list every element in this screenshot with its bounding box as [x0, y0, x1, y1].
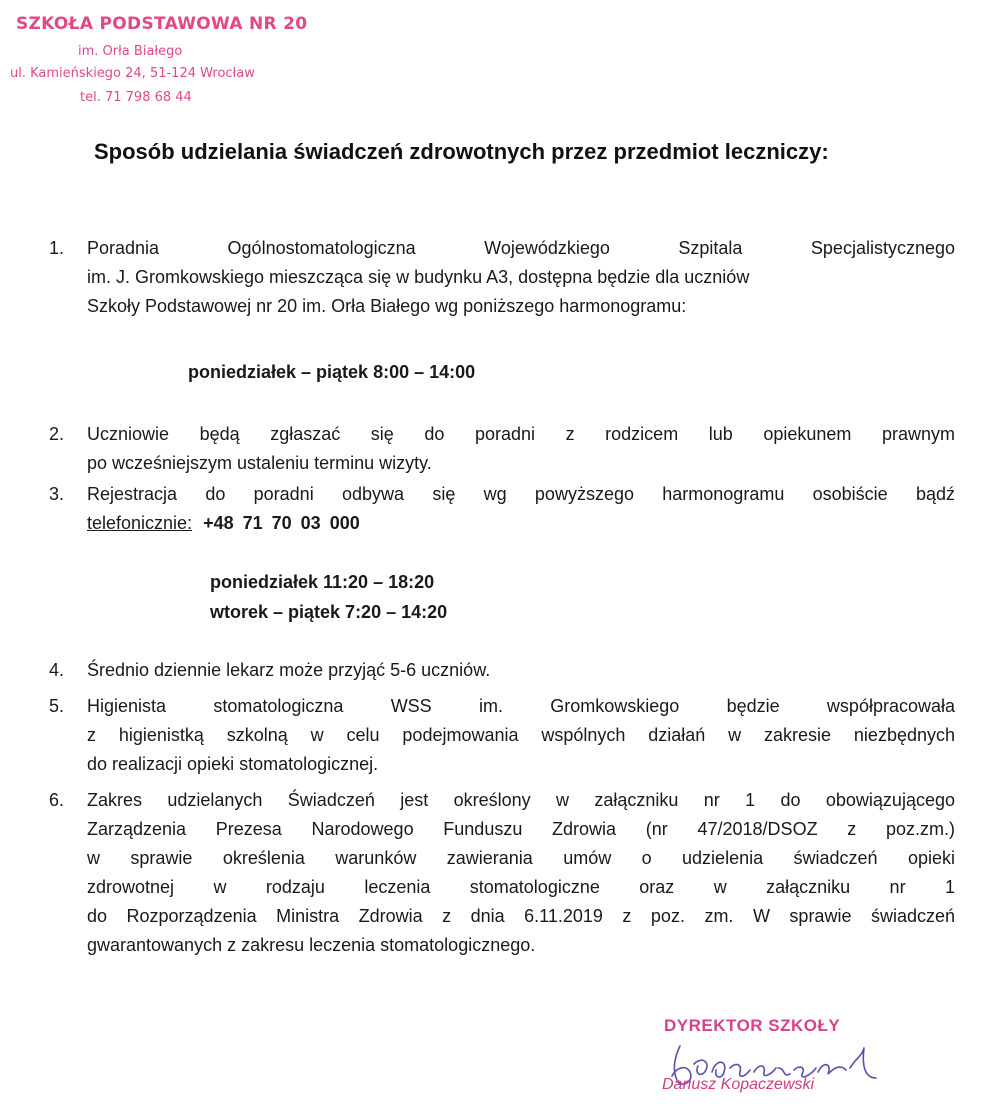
document-title: Sposób udzielania świadczeń zdrowotnych przez przedmiot leczniczy:: [94, 139, 829, 164]
item-text-line: Uczniowie będą zgłaszać się do poradni z rodzicem lub opiekunem prawnym: [87, 424, 955, 444]
item-text-line: zdrowotnej w rodzaju leczenia stomatologiczne oraz w załączniku nr 1: [87, 877, 955, 897]
item-text-line: do realizacji opieki stomatologicznej.: [87, 754, 379, 774]
school-patron: im. Orła Białego: [78, 44, 183, 59]
item-text-line: w sprawie określenia warunków zawierania umów o udzielenia świadczeń opieki: [87, 848, 955, 868]
list-number: 4.: [49, 660, 65, 680]
list-item-1: [49, 234, 955, 321]
school-phone: tel. 71 798 68 44: [80, 90, 192, 105]
registration-hours-1: poniedziałek 11:20 – 18:20: [210, 572, 435, 592]
director-signature: [650, 1010, 970, 1110]
item-text-line: gwarantowanych z zakresu leczenia stomatologicznego.: [87, 935, 536, 955]
item-text-line: Higienista stomatologiczna WSS im. Gromkowskiego będzie współpracowała: [87, 696, 955, 716]
item-text-line: Średnio dziennie lekarz może przyjąć 5-6 uczniów.: [87, 660, 491, 680]
item-text-line: do Rozporządzenia Ministra Zdrowia z dnia 6.11.2019 z poz. zm. W sprawie świadczeń: [87, 906, 955, 926]
list-item-3: [49, 480, 955, 538]
registration-hours-2: wtorek – piątek 7:20 – 14:20: [210, 602, 448, 622]
list-item-2: [49, 420, 955, 478]
school-address: ul. Kamieńskiego 24, 51-124 Wrocław: [10, 66, 255, 81]
phone-label: telefonicznie:: [87, 513, 193, 533]
list-number: 6.: [49, 790, 65, 810]
list-number: 5.: [49, 696, 65, 716]
item-text-line: Zakres udzielanych Świadczeń jest określony w załączniku nr 1 do obowiązującego: [87, 790, 955, 810]
list-number: 1.: [49, 238, 65, 258]
item-text-line: Zarządzenia Prezesa Narodowego Funduszu Zdrowia (nr 47/2018/DSOZ z poz.zm.): [87, 819, 955, 839]
list-item-4: [49, 656, 955, 685]
signature-name: Dariusz Kopaczewski: [662, 1076, 815, 1093]
item-text-line: Rejestracja do poradni odbywa się wg powyższego harmonogramu osobiście bądź: [87, 484, 955, 504]
item-text-line: po wcześniejszym ustaleniu terminu wizyty.: [87, 453, 432, 473]
item-text-line: Poradnia Ogólnostomatologiczna Wojewódzkiego Szpitala Specjalistycznego: [87, 238, 955, 258]
list-item-5: [49, 692, 955, 779]
item-text-line: im. J. Gromkowskiego mieszcząca się w budynku A3, dostępna będzie dla uczniów: [87, 267, 750, 287]
list-item-6: [49, 786, 955, 960]
item-text-line: Szkoły Podstawowej nr 20 im. Orła Białego wg poniższego harmonogramu:: [87, 296, 687, 316]
school-name: SZKOŁA PODSTAWOWA NR 20: [16, 14, 308, 34]
registration-phone[interactable]: +48 71 70 03 000: [203, 513, 360, 533]
clinic-hours: poniedziałek – piątek 8:00 – 14:00: [188, 362, 476, 382]
signature-title: DYREKTOR SZKOŁY: [664, 1016, 841, 1035]
list-number: 3.: [49, 484, 65, 504]
list-number: 2.: [49, 424, 65, 444]
item-text-line: z higienistką szkolną w celu podejmowania wspólnych działań w zakresie niezbędnych: [87, 725, 955, 745]
